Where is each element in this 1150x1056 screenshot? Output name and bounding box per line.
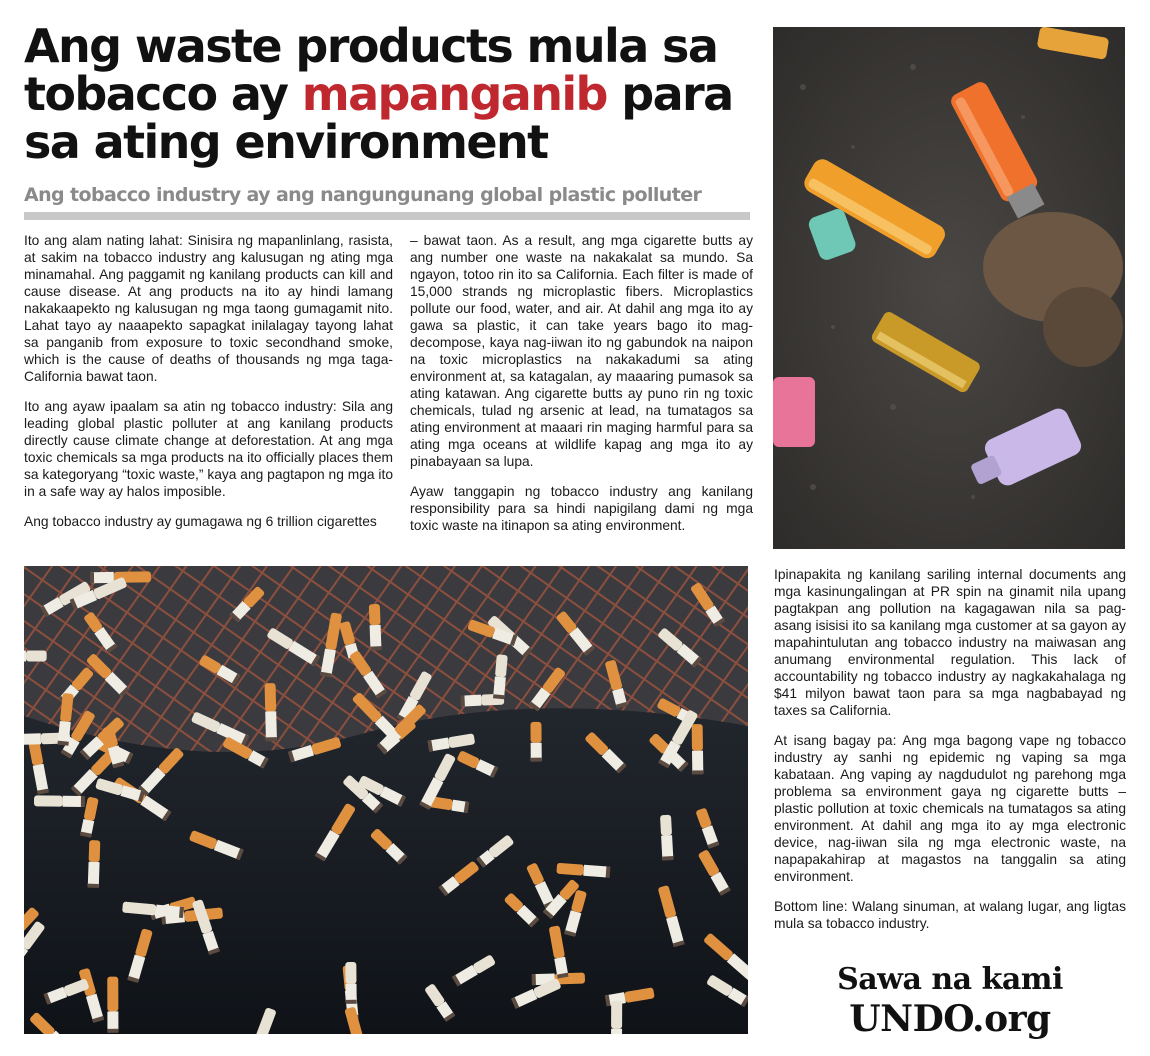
headline — [24, 19, 764, 169]
subheadline: Ang tobacco industry ay ang nangungunang global plastic polluter — [24, 184, 702, 206]
signature — [830, 962, 1070, 1040]
signature-org: UNDO.org — [849, 998, 1051, 1040]
paragraph: Ang tobacco industry ay gumagawa ng 6 trillion cigarettes — [24, 514, 377, 529]
photo-vape-waste — [773, 27, 1125, 549]
paragraph: – bawat taon. As a result, ang mga cigarette butts ay ang number one waste na nakakalat sa mundo. Sa ngayon, totoo rin ito sa California. Each filter is made of 15,000 strands ng microplastic fibers. Microplastics pollute our food, water, and air. At dahil ang mga ito ay gawa sa plastic, it can take years bago ito mag-decompose, kaya nag-iiwan ito ng gabundok na naipon na toxic microplastics na nakakadumi sa ating environment at, sa katagalan, ay maaaring pumasok sa ating katawan. Ang cigarette butts ay puno rin ng toxic chemicals, tulad ng arsenic at lead, na tumatagos sa ating environment at maaari rin maging harmful para sa ating mga oceans at wildlife kapag ang mga ito ay pinabayaan sa lupa. — [410, 233, 753, 469]
signature-tagline: Sawa na kami — [837, 962, 1063, 997]
article-column-3 — [774, 566, 1126, 945]
paragraph: Ito ang alam nating lahat: Sinisira ng mapanlinlang, rasista, at sakim na tobacco industry ang kalusugan ng ating mga minamahal. Ang paggamit ng kanilang products can kill and cause disease. At ang products na ito ay hindi lamang nakakaapekto ng kalusugan ng mga taong gumagamit nito. Lahat tayo ay naaapekto sapagkat inilalagay tayong lahat sa panganib from exposure to toxic secondhand smoke, which is the cause of deaths of thousands ng mga taga-California bawat taon. — [24, 233, 393, 384]
headline-part1: Ang waste products mula sa tobacco ay — [24, 19, 718, 121]
headline-accent-word: mapanganib — [301, 67, 607, 121]
paragraph: Ipinapakita ng kanilang sariling internal documents ang mga kasinungalingan at PR spin na ginamit nila upang pagtakpan ang pollution na kagagawan nila sa pag-asang isisisi ito sa kanilang mga customer at sa gayon ay mapahintulutan ang tobacco industry na maiwasan ang anumang environmental regulation. This lack of accountability ng tobacco industry ay nagkakahalaga ng $41 milyon bawat taon para sa mga nagbabayad ng taxes sa California. — [774, 567, 1126, 718]
paragraph: Ayaw tanggapin ng tobacco industry ang kanilang responsibility para sa hindi napigilang dami ng mga toxic waste na itinapon sa ating environment. — [410, 484, 753, 533]
photo-cigarette-butts — [24, 566, 748, 1034]
article-column-1 — [24, 232, 393, 543]
paragraph: At isang bagay pa: Ang mga bagong vape ng tobacco industry ay sanhi ng epidemic ng vaping sa mga kabataan. Ang vaping ay nagdudulot ng parehong mga problema sa environment gaya ng cigarette butts – plastic pollution at toxic chemicals na tumatagos sa ating environment. At dahil ang mga ito ay mga electronic device, nag-iiwan sila ng mga electronic waste, na napapakahirap at magastos na tanggalin sa ating environment. — [774, 733, 1126, 884]
article-column-2 — [410, 232, 753, 547]
paragraph: Bottom line: Walang sinuman, at walang lugar, ang ligtas mula sa tobacco industry. — [774, 899, 1126, 931]
headline-part2: para sa ating environment — [24, 67, 733, 169]
paragraph: Ito ang ayaw ipaalam sa atin ng tobacco industry: Sila ang leading global plastic polluter at ang kanilang products directly cause climate change at deforestation. At ang mga toxic chemicals sa mga products na ito officially places them sa kategoryang “toxic waste,” kaya ang pagtapon ng mga ito in a safe way ay halos imposible. — [24, 399, 393, 499]
divider-rule — [24, 212, 750, 220]
